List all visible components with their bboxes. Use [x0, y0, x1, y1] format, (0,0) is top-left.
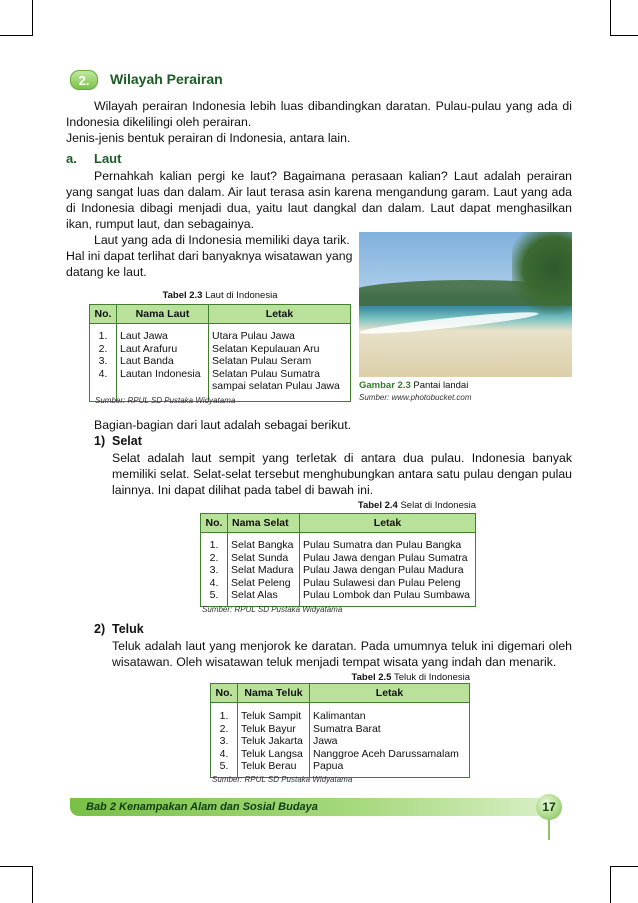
cell-name: Selat Madura — [231, 564, 294, 576]
table-teluk — [210, 683, 470, 778]
figure-text: Pantai landai — [413, 380, 469, 391]
cell-no: 1. — [98, 330, 108, 342]
header-location: Letak — [310, 684, 470, 703]
cell-name: Teluk Sampit — [241, 710, 302, 722]
cell-location: Pulau Jawa dengan Pulau Sumatra — [303, 551, 468, 564]
bagian-intro: Bagian-bagian dari laut adalah sebagai berikut. — [94, 418, 352, 432]
cell-location: Pulau Jawa dengan Pulau Madura — [303, 564, 464, 576]
selat-paragraph: Selat adalah laut sempit yang terletak di antara dua pulau. Indonesia banyak memiliki selat. Selat-selat tersebut menghubungkan antara satu pulau dengan pulau lainnya. Ini dapat dilihat pada tabel di bawah ini. — [112, 451, 572, 497]
teluk-paragraph-block — [112, 638, 572, 670]
cell-no: 5. — [209, 589, 219, 601]
table-source: Sumber: RPUL SD Pustaka Widyatama — [212, 775, 353, 784]
table-row — [211, 703, 470, 778]
cell-no: 3. — [209, 564, 219, 576]
table-caption-text: Selat di Indonesia — [400, 500, 476, 511]
table-caption — [89, 290, 351, 301]
cell-location: Kalimantan — [313, 710, 366, 722]
header-name: Nama Teluk — [238, 684, 310, 703]
page-number-stem — [548, 818, 550, 840]
teluk-marker: 2) — [94, 622, 106, 636]
selat-title: Selat — [112, 434, 142, 448]
laut-paragraph-block — [66, 168, 572, 232]
header-no: No. — [211, 684, 238, 703]
intro-paragraph: Wilayah perairan Indonesia lebih luas dibandingkan daratan. Pulau-pulau yang ada di Indonesia dikelilingi oleh perairan. — [66, 99, 572, 129]
cell-name: Teluk Jakarta — [241, 735, 303, 747]
header-no: No. — [90, 305, 117, 324]
header-location: Letak — [300, 514, 476, 533]
table-selat — [200, 513, 476, 607]
laut-paragraph: Laut yang ada di Indonesia memiliki daya tarik. Hal ini dapat terlihat dari banyaknya wisatawan yang datang ke laut. — [66, 233, 353, 279]
cell-no: 3. — [219, 735, 229, 747]
selat-marker: 1) — [94, 434, 106, 448]
figure-caption — [359, 380, 572, 391]
cell-no: 2. — [219, 722, 229, 735]
cell-location: Selatan Pulau Sumatra — [212, 367, 320, 380]
header-location: Letak — [209, 305, 351, 324]
table-caption-text: Laut di Indonesia — [205, 290, 278, 301]
crop-mark — [0, 35, 33, 36]
crop-mark — [610, 35, 638, 36]
table-source: Sumber: RPUL SD Pustaka Widyatama — [202, 605, 343, 614]
cell-name: Selat Bangka — [231, 539, 294, 551]
cell-location: Selatan Pulau Seram — [212, 355, 312, 367]
teluk-title: Teluk — [112, 622, 144, 636]
cell-name: Teluk Berau — [241, 760, 297, 772]
table-source: Sumber: RPUL SD Pustaka Widyatama — [95, 396, 236, 405]
cell-name: Selat Alas — [231, 589, 278, 601]
cell-location: Pulau Lombok dan Pulau Sumbawa — [303, 589, 470, 601]
header-no: No. — [201, 514, 228, 533]
page-number: 17 — [536, 794, 562, 820]
crop-mark — [32, 866, 33, 903]
crop-mark — [610, 0, 611, 36]
table-caption — [210, 672, 470, 683]
table-row — [201, 533, 476, 607]
cell-location: Pulau Sulawesi dan Pulau Peleng — [303, 576, 461, 589]
crop-mark — [0, 866, 33, 867]
cell-no: 2. — [98, 342, 108, 355]
figure-label: Gambar 2.3 — [359, 380, 411, 391]
crop-mark — [610, 866, 638, 867]
cell-location: sampai selatan Pulau Jawa — [212, 380, 340, 392]
cell-no: 1. — [209, 539, 219, 551]
section-number-badge: 2. — [70, 70, 98, 90]
section-intro — [66, 98, 572, 146]
table-row — [90, 324, 351, 402]
cell-location: Selatan Kepulauan Aru — [212, 342, 320, 355]
cell-location: Papua — [313, 760, 344, 772]
crop-mark — [610, 866, 611, 903]
cell-name: Laut Jawa — [120, 330, 168, 342]
laut-marker: a. — [66, 151, 77, 166]
beach-photo — [359, 232, 572, 377]
cell-location: Jawa — [313, 735, 338, 747]
cell-location: Sumatra Barat — [313, 722, 381, 735]
cell-name: Selat Peleng — [231, 576, 291, 589]
table-laut — [89, 304, 351, 402]
cell-no: 4. — [98, 367, 108, 380]
cell-no: 2. — [209, 551, 219, 564]
teluk-paragraph: Teluk adalah laut yang menjorok ke daratan. Pada umumnya teluk ini digemari oleh wisatawan. Oleh wisatawan teluk menjadi tempat wisata yang indah dan menarik. — [112, 639, 572, 669]
table-header-row — [201, 514, 476, 533]
cell-location: Pulau Sumatra dan Pulau Bangka — [303, 539, 462, 551]
chapter-title: Bab 2 Kenampakan Alam dan Sosial Budaya — [86, 801, 318, 813]
table-label: Tabel 2.5 — [351, 672, 392, 683]
table-header-row — [211, 684, 470, 703]
cell-name: Teluk Bayur — [241, 722, 296, 735]
crop-mark — [32, 0, 33, 36]
cell-no: 1. — [219, 710, 229, 722]
cell-name: Lautan Indonesia — [120, 367, 201, 380]
figure-source: Sumber: www.photobucket.com — [359, 393, 472, 402]
cell-name: Laut Banda — [120, 355, 174, 367]
cell-name: Selat Sunda — [231, 551, 289, 564]
cell-location: Utara Pulau Jawa — [212, 330, 295, 342]
table-header-row — [90, 305, 351, 324]
header-name: Nama Laut — [117, 305, 209, 324]
intro-paragraph: Jenis-jenis bentuk perairan di Indonesia, antara lain. — [66, 131, 351, 145]
table-caption-text: Teluk di Indonesia — [393, 672, 470, 683]
section-title: Wilayah Perairan — [110, 71, 223, 87]
cell-no: 5. — [219, 760, 229, 772]
cell-no: 3. — [98, 355, 108, 367]
laut-paragraph: Pernahkah kalian pergi ke laut? Bagaimana perasaan kalian? Laut adalah perairan yang sangat luas dan dalam. Air laut terasa asin karena mengandung garam. Laut yang ada di Indonesia dibagi menjadi dua, yaitu laut dangkal dan dalam. Laut dapat menghasilkan ikan, rumput laut, dan sebagainya. — [66, 169, 572, 231]
cell-name: Laut Arafuru — [120, 342, 178, 355]
header-name: Nama Selat — [228, 514, 300, 533]
table-label: Tabel 2.4 — [357, 500, 398, 511]
cell-no: 4. — [209, 576, 219, 589]
table-label: Tabel 2.3 — [162, 290, 203, 301]
laut-title: Laut — [94, 151, 122, 166]
cell-no: 4. — [219, 747, 229, 760]
selat-paragraph-block — [112, 450, 572, 498]
cell-location: Nanggroe Aceh Darussamalam — [313, 747, 459, 760]
cell-name: Teluk Langsa — [241, 747, 303, 760]
table-caption — [200, 500, 476, 511]
laut-paragraph-block — [66, 232, 354, 280]
